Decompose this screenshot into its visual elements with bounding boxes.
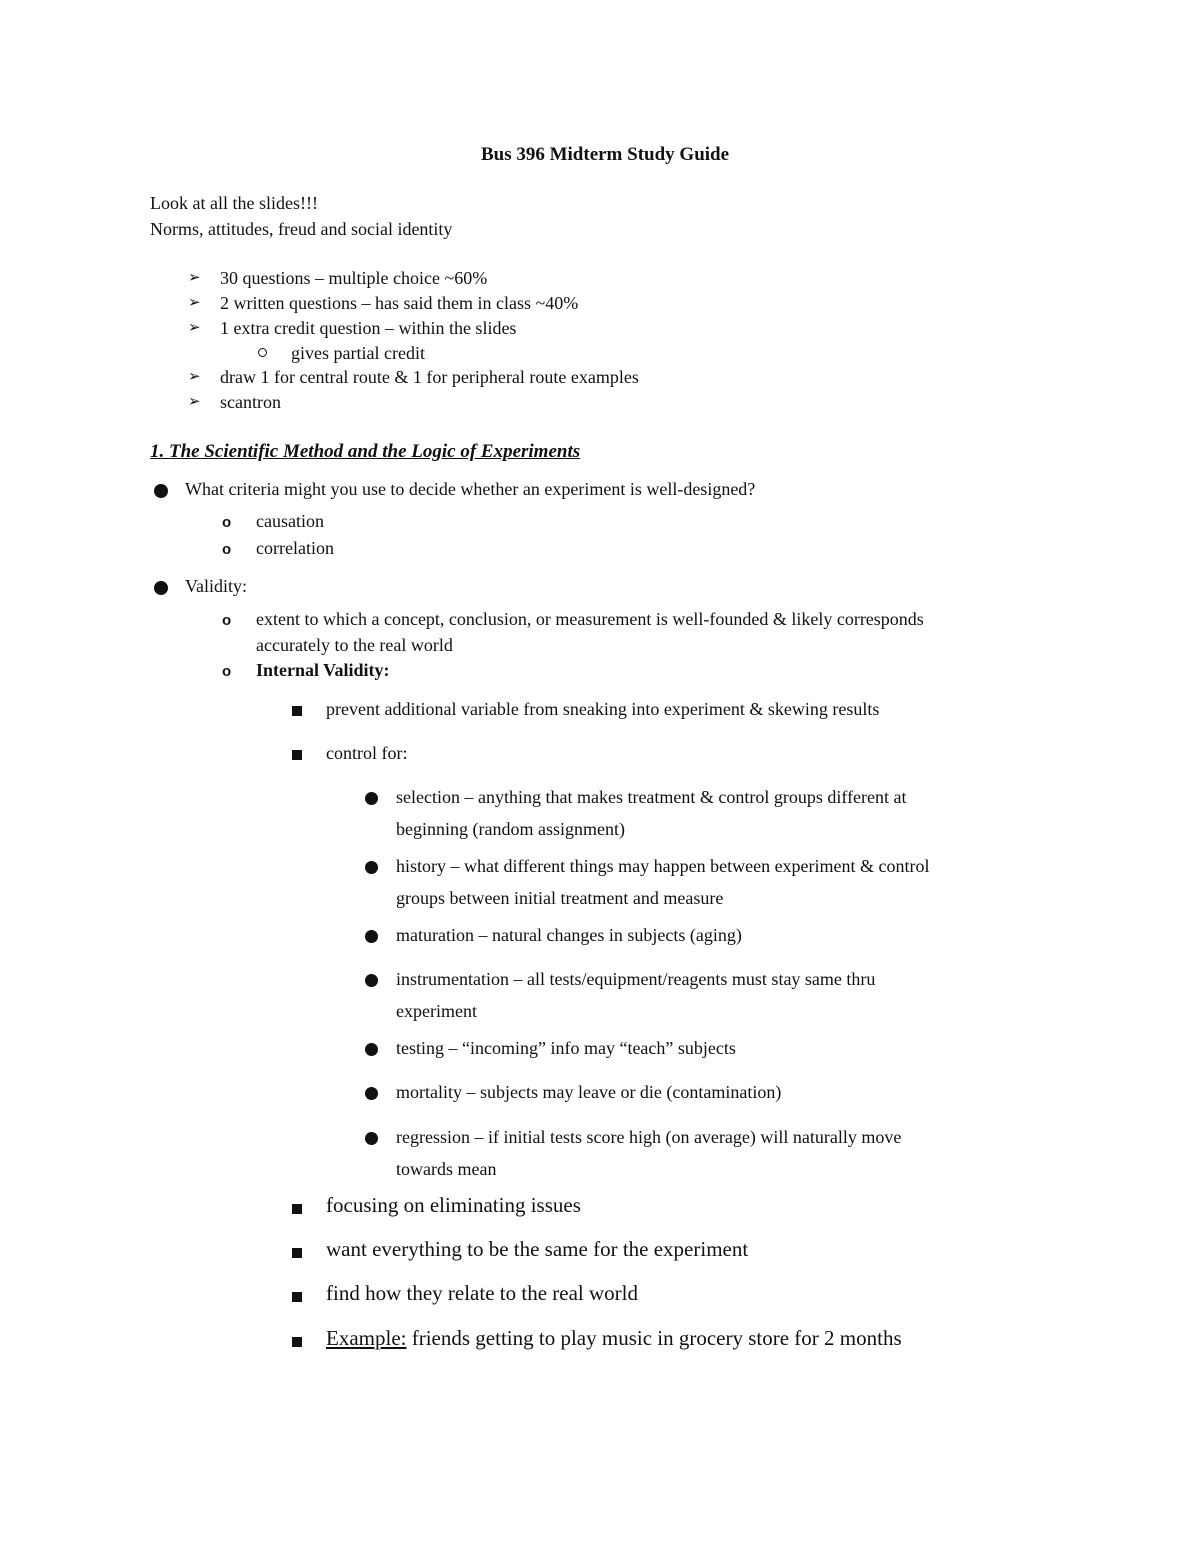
intro-line-2: Norms, attitudes, freud and social identity [150,219,453,239]
list-item: maturation – natural changes in subjects (aging) [396,925,742,945]
square-bullet-icon [292,1204,302,1214]
disc-bullet-icon [365,1132,378,1145]
arrow-bullet-icon: ➢ [188,367,201,385]
list-item: scantron [220,392,281,412]
list-item: causation [256,511,324,531]
list-item: mortality – subjects may leave or die (contamination) [396,1082,782,1102]
list-item-continued: beginning (random assignment) [396,819,625,839]
list-item: What criteria might you use to decide whether an experiment is well-designed? [185,479,756,499]
arrow-bullet-icon: ➢ [188,392,201,410]
list-item: 30 questions – multiple choice ~60% [220,268,488,288]
list-item: 2 written questions – has said them in class ~40% [220,293,579,313]
intro-line-1: Look at all the slides!!! [150,193,318,213]
square-bullet-icon [292,750,302,760]
arrow-bullet-icon: ➢ [188,293,201,311]
list-item: focusing on eliminating issues [326,1193,581,1217]
list-item: Validity: [185,576,247,596]
list-item: testing – “incoming” info may “teach” subjects [396,1038,736,1058]
list-item: find how they relate to the real world [326,1281,638,1305]
o-bullet-icon: o [222,612,232,629]
o-bullet-icon: o [222,514,232,531]
disc-bullet-icon [365,861,378,874]
list-item: 1 extra credit question – within the slides [220,318,517,338]
square-bullet-icon [292,1292,302,1302]
example-text: friends getting to play music in grocery store for 2 months [406,1326,902,1350]
internal-validity-label: Internal Validity: [256,660,390,680]
disc-bullet-icon [365,930,378,943]
list-item: history – what different things may happen between experiment & control [396,856,930,876]
disc-bullet-icon [365,1087,378,1100]
list-item-continued: towards mean [396,1159,497,1179]
example-label: Example: [326,1326,407,1350]
square-bullet-icon [292,706,302,716]
disc-bullet-icon [365,792,378,805]
o-bullet-icon: o [222,663,232,680]
square-bullet-icon [292,1337,302,1347]
list-item-continued: accurately to the real world [256,635,453,655]
arrow-bullet-icon: ➢ [188,268,201,286]
list-item-continued: groups between initial treatment and measure [396,888,724,908]
list-item-example [326,1328,902,1349]
list-item: gives partial credit [291,343,425,363]
disc-bullet-icon [365,1043,378,1056]
list-item: control for: [326,743,408,763]
list-item: instrumentation – all tests/equipment/reagents must stay same thru [396,969,876,989]
disc-bullet-icon [365,974,378,987]
list-item: correlation [256,538,334,558]
list-item: draw 1 for central route & 1 for peripheral route examples [220,367,639,387]
disc-bullet-icon [154,581,168,595]
list-item: prevent additional variable from sneaking into experiment & skewing results [326,699,880,719]
o-bullet-icon: o [222,541,232,558]
section-heading: 1. The Scientific Method and the Logic of Experiments [150,441,581,462]
disc-bullet-icon [154,484,168,498]
list-item: extent to which a concept, conclusion, or measurement is well-founded & likely corresponds [256,609,924,629]
page-title: Bus 396 Midterm Study Guide [480,144,730,165]
list-item-continued: experiment [396,1001,477,1021]
list-item: selection – anything that makes treatment & control groups different at [396,787,907,807]
list-item: want everything to be the same for the experiment [326,1237,749,1261]
square-bullet-icon [292,1248,302,1258]
list-item: regression – if initial tests score high (on average) will naturally move [396,1127,902,1147]
ring-bullet-icon [258,348,267,357]
arrow-bullet-icon: ➢ [188,318,201,336]
